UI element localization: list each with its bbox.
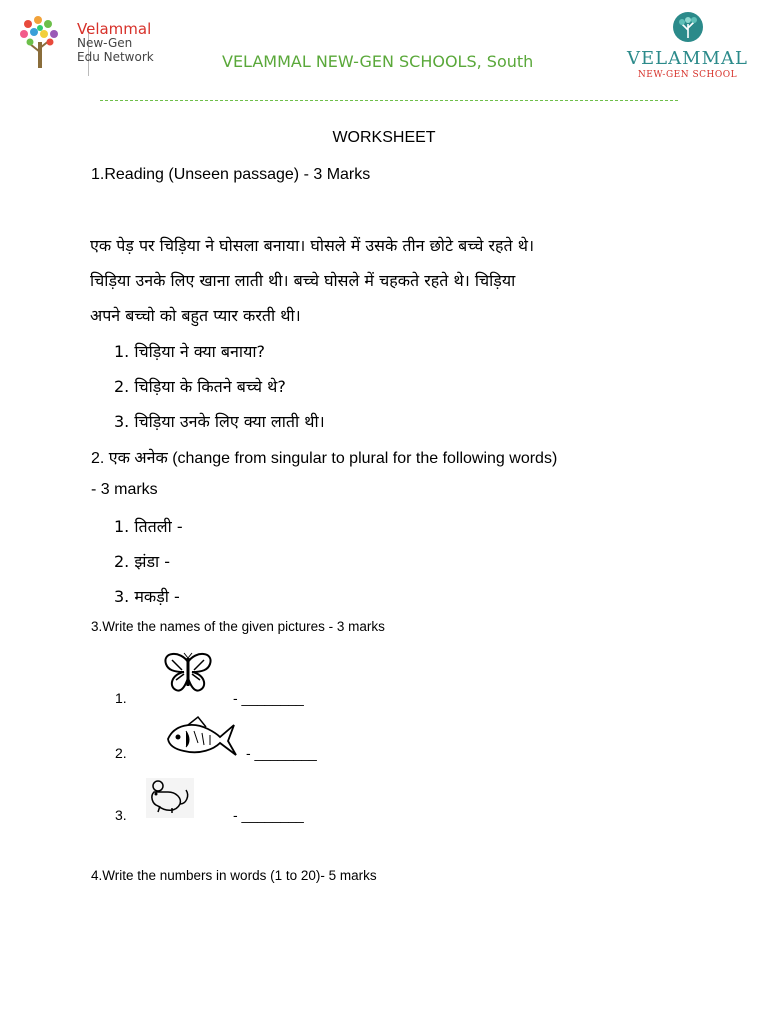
word-item-2: 2. झंडा -: [114, 552, 171, 571]
picture-item-3-number: 3.: [115, 807, 127, 823]
passage-line-1: एक पेड़ पर चिड़िया ने घोसला बनाया। घोसले में उसके तीन छोटे बच्चे रहते थे।: [90, 236, 535, 255]
right-logo-subtitle: NEW-GEN SCHOOL: [637, 70, 738, 80]
word-item-3: 3. मकड़ी -: [114, 587, 180, 606]
velammal-new-gen-school-logo: [625, 10, 750, 82]
mouse-icon: [146, 778, 194, 818]
question-1: 1. चिड़िया ने क्या बनाया?: [114, 342, 265, 361]
passage-line-2: चिड़िया उनके लिए खाना लाती थी। बच्चे घोसले में चहकते रहते थे। चिड़िया: [90, 271, 516, 290]
picture-item-1-number: 1.: [115, 690, 127, 706]
butterfly-icon: [160, 652, 216, 696]
header-divider: [100, 100, 678, 101]
word-item-1: 1. तितली -: [114, 517, 183, 536]
picture-item-2-number: 2.: [115, 745, 127, 761]
tree-logo-icon: [18, 12, 62, 70]
right-logo-name: VELAMMAL: [627, 48, 748, 69]
section2-heading-cont: - 3 marks: [91, 481, 158, 498]
picture-item-1-blank[interactable]: - ________: [233, 690, 304, 706]
question-2: 2. चिड़िया के कितने बच्चे थे?: [114, 377, 286, 396]
section2-heading: 2. एक अनेक (change from singular to plural for the following words): [91, 450, 558, 467]
school-title: VELAMMAL NEW-GEN SCHOOLS, South: [222, 52, 534, 71]
logo-text-line1: Velammal: [77, 20, 152, 38]
emblem-icon: [672, 10, 704, 44]
section3-heading: 3.Write the names of the given pictures - 3 marks: [91, 619, 385, 634]
fish-icon: [164, 713, 238, 761]
logo-text-line3: Edu Network: [77, 50, 154, 64]
logo-text-line2: New-Gen: [77, 36, 133, 50]
section4-heading: 4.Write the numbers in words (1 to 20)- 5 marks: [91, 868, 377, 883]
picture-item-2-blank[interactable]: - ________: [246, 745, 317, 761]
velammal-edu-network-logo: [18, 12, 168, 72]
question-3: 3. चिड़िया उनके लिए क्या लाती थी।: [114, 412, 325, 431]
worksheet-title: WORKSHEET: [332, 129, 436, 146]
picture-item-3-blank[interactable]: - ________: [233, 807, 304, 823]
section1-heading: 1.Reading (Unseen passage) - 3 Marks: [91, 166, 371, 183]
passage-line-3: अपने बच्चो को बहुत प्यार करती थी।: [90, 306, 301, 325]
